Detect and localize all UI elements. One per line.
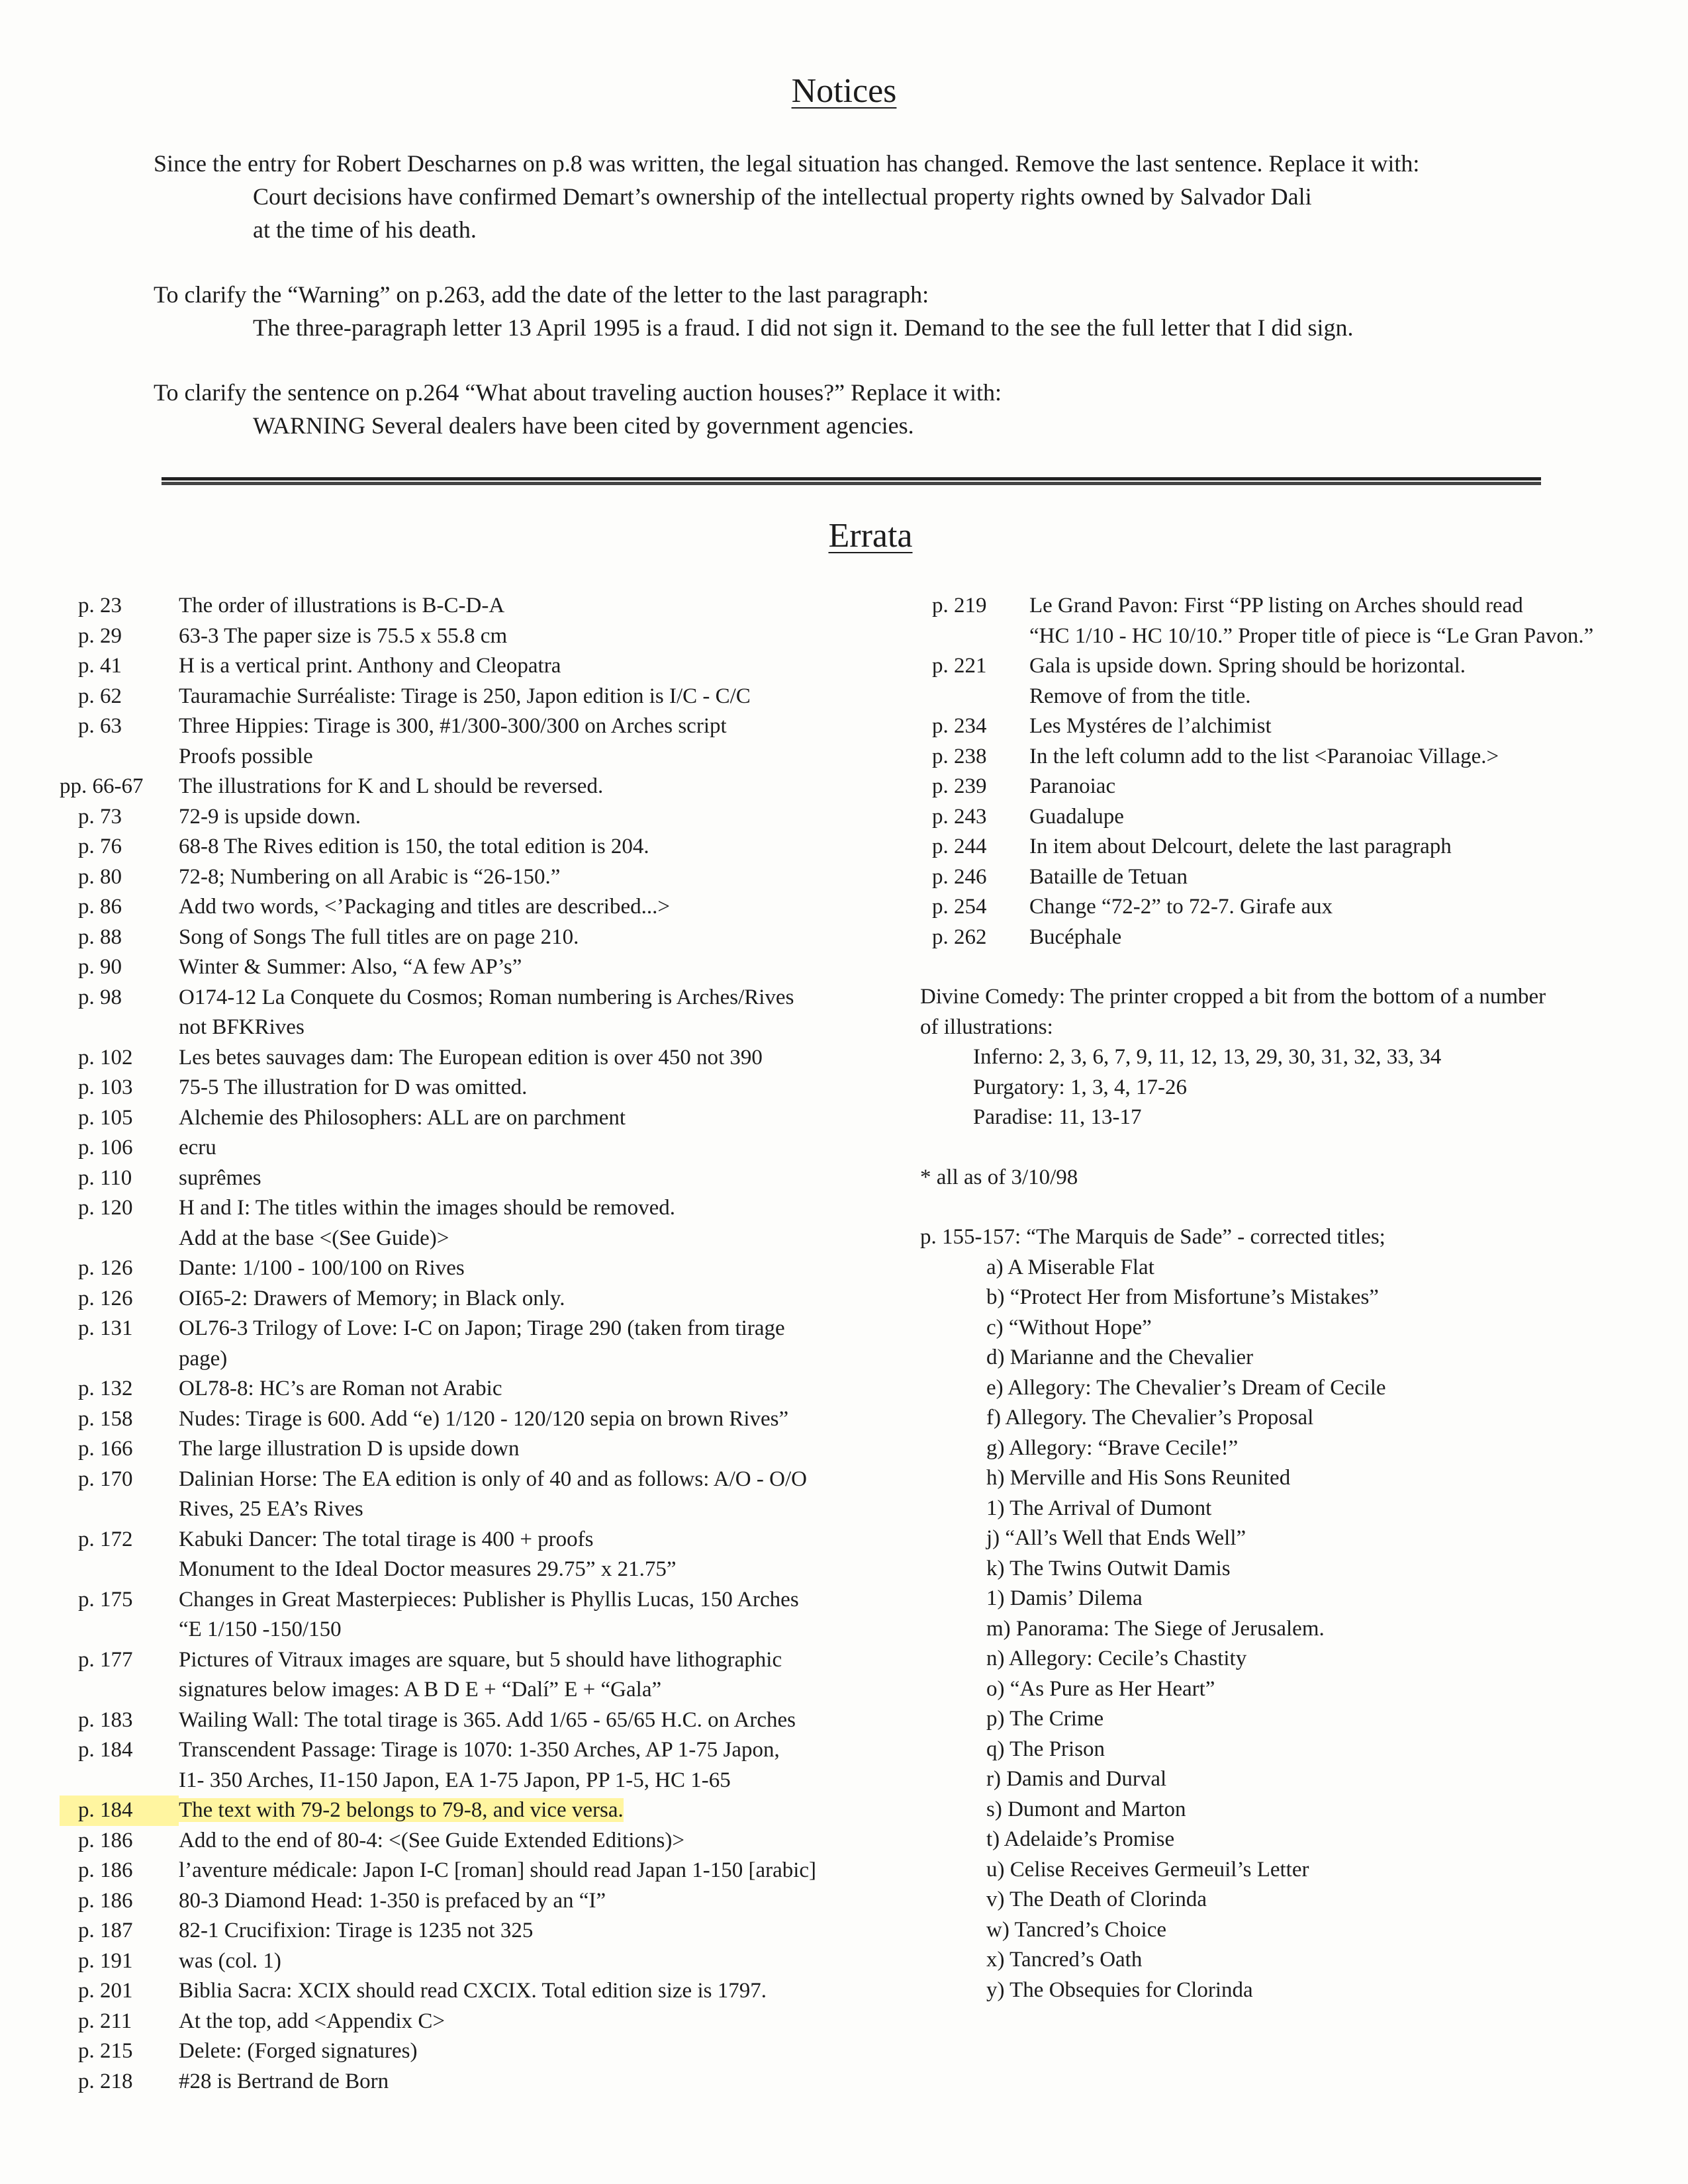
errata-entry: [920, 862, 1662, 893]
errata-text-line: l’aventure médicale: Japon I-C [roman] should read Japan 1-150 [arabic]: [179, 1858, 817, 1882]
errata-text-line: Pictures of Vitraux images are square, but 5 should have lithographic: [179, 1647, 782, 1672]
errata-text-line: “HC 1/10 - HC 10/10.” Proper title of piece is “Le Gran Pavon.”: [1029, 623, 1594, 648]
errata-page-ref: p. 243: [932, 804, 987, 829]
errata-text-line: Changes in Great Masterpieces: Publisher is Phyllis Lucas, 150 Arches: [179, 1587, 799, 1612]
errata-entry: [60, 923, 867, 953]
errata-page-ref: p. 86: [78, 895, 122, 919]
errata-text-line: Nudes: Tirage is 600. Add “e) 1/120 - 120/120 sepia on brown Rives”: [179, 1406, 789, 1431]
errata-entry: [60, 1043, 867, 1073]
errata-text-line: The illustrations for K and L should be reversed.: [179, 774, 604, 798]
errata-text: [1029, 832, 1662, 862]
marquis-title-item: k) The Twins Outwit Damis: [986, 1556, 1231, 1580]
errata-page-ref: p. 131: [78, 1316, 133, 1340]
errata-entry: [60, 1645, 867, 1706]
errata-page-ref: p. 76: [78, 835, 122, 858]
notice-item: [154, 278, 1557, 344]
errata-text-line: #28 is Bertrand de Born: [179, 2069, 389, 2093]
errata-entry: [920, 923, 1662, 953]
errata-text-line: 68-8 The Rives edition is 150, the total edition is 204.: [179, 835, 649, 858]
errata-text: [179, 772, 867, 802]
errata-page-ref: p. 29: [78, 623, 122, 648]
errata-text-line: Transcendent Passage: Tirage is 1070: 1-350 Arches, AP 1-75 Japon,: [179, 1738, 780, 1762]
errata-page-ref: p. 88: [78, 925, 122, 949]
errata-text-line: Add to the end of 80-4: <(See Guide Extended Editions)>: [179, 1828, 684, 1852]
marquis-title-item: h) Merville and His Sons Reunited: [986, 1466, 1291, 1490]
errata-right-column: [920, 591, 1662, 2005]
errata-text: [179, 892, 867, 923]
errata-page-ref: p. 170: [78, 1467, 133, 1491]
errata-page-ref: p. 120: [78, 1196, 133, 1220]
errata-text: [179, 1706, 867, 1736]
errata-page-ref: p. 191: [78, 1948, 133, 1973]
errata-text-line: Alchemie des Philosophers: ALL are on parchment: [179, 1105, 626, 1130]
errata-text-line: H is a vertical print. Anthony and Cleopatra: [179, 654, 561, 678]
errata-entry: [60, 772, 867, 802]
section-divider: [162, 477, 1541, 485]
errata-page-ref: p. 106: [78, 1136, 133, 1160]
errata-text: [1029, 923, 1662, 953]
errata-text-line: In the left column add to the list <Paranoiac Village.>: [1029, 744, 1499, 768]
errata-text: [1029, 711, 1662, 742]
marquis-intro: p. 155-157: “The Marquis de Sade” - corrected titles;: [920, 1225, 1385, 1249]
errata-text: [179, 1133, 867, 1163]
errata-text: [1029, 742, 1662, 772]
marquis-title-item: 1) The Arrival of Dumont: [986, 1496, 1212, 1520]
as-of-note: * all as of 3/10/98: [920, 1165, 1078, 1189]
errata-entry: [60, 711, 867, 772]
errata-text-line: Song of Songs The full titles are on page 210.: [179, 925, 579, 949]
errata-text-line: 72-8; Numbering on all Arabic is “26-150.”: [179, 864, 561, 889]
errata-entry: [60, 1796, 867, 1826]
errata-entry: [60, 1886, 867, 1917]
errata-text-line: “E 1/150 -150/150: [179, 1617, 342, 1641]
errata-text: [179, 923, 867, 953]
errata-entry: [60, 1976, 867, 2007]
errata-text-line: was (col. 1): [179, 1948, 281, 1973]
errata-page-ref: p. 105: [78, 1105, 133, 1130]
notice-intro: To clarify the “Warning” on p.263, add the date of the letter to the last paragraph:: [154, 281, 929, 308]
errata-page-ref: p. 41: [78, 654, 122, 678]
errata-text: [1029, 862, 1662, 893]
marquis-title-item: e) Allegory: The Chevalier’s Dream of Cecile: [986, 1375, 1386, 1400]
errata-entry: [60, 892, 867, 923]
errata-text: [179, 862, 867, 893]
errata-page-ref: p. 166: [78, 1437, 133, 1461]
errata-text-line: suprêmes: [179, 1165, 261, 1190]
errata-text: [179, 2067, 867, 2097]
errata-text: [179, 1525, 867, 1585]
errata-text: [179, 1976, 867, 2007]
errata-entry: [60, 1434, 867, 1465]
errata-text: [1029, 892, 1662, 923]
errata-entry: [60, 1856, 867, 1886]
errata-right-list: [920, 591, 1662, 952]
errata-text-line: OI65-2: Drawers of Memory; in Black only.: [179, 1286, 565, 1310]
errata-text-line: The order of illustrations is B-C-D-A: [179, 594, 505, 617]
errata-text-line: Wailing Wall: The total tirage is 365. Add 1/65 - 65/65 H.C. on Arches: [179, 1707, 796, 1732]
errata-text: [1029, 651, 1662, 711]
errata-text-line: not BFKRives: [179, 1015, 305, 1039]
marquis-title-item: 1) Damis’ Dilema: [986, 1586, 1143, 1610]
errata-page-ref: p. 126: [78, 1256, 133, 1280]
errata-entry: [920, 742, 1662, 772]
errata-entry: [60, 2036, 867, 2067]
errata-page-ref: p. 184: [78, 1738, 133, 1762]
marquis-title-item: v) The Death of Clorinda: [986, 1888, 1207, 1911]
errata-entry: [60, 1374, 867, 1404]
errata-page-ref: p. 211: [78, 2009, 132, 2033]
errata-text-line: page): [179, 1346, 228, 1371]
errata-entry: [920, 591, 1662, 651]
errata-text: [1029, 591, 1662, 651]
errata-text-line: 82-1 Crucifixion: Tirage is 1235 not 325: [179, 1919, 534, 1942]
errata-page-ref: p. 186: [78, 1828, 133, 1852]
errata-entry: [60, 621, 867, 652]
marquis-title-item: r) Damis and Durval: [986, 1767, 1167, 1791]
errata-page-ref: p. 221: [932, 654, 987, 678]
errata-text-line: Les betes sauvages dam: The European edition is over 450 not 390: [179, 1045, 763, 1069]
errata-text: [179, 1645, 867, 1706]
errata-entry: [60, 1193, 867, 1253]
errata-page-ref: p. 80: [78, 864, 122, 889]
errata-entry: [60, 1404, 867, 1435]
marquis-title-item: x) Tancred’s Oath: [986, 1948, 1143, 1972]
errata-text: [179, 1404, 867, 1435]
errata-page-ref: p. 239: [932, 774, 987, 798]
errata-text: [179, 1193, 867, 1253]
errata-text-line: Paranoiac: [1029, 774, 1116, 798]
errata-page-ref: p. 254: [932, 895, 987, 919]
errata-entry: [920, 651, 1662, 711]
errata-page-ref: p. 132: [78, 1377, 133, 1400]
notice-item: [154, 147, 1557, 246]
notices-section: [154, 147, 1557, 474]
errata-entry: [60, 1314, 867, 1374]
errata-text-line: 75-5 The illustration for D was omitted.: [179, 1075, 528, 1099]
errata-page-ref: p. 183: [78, 1707, 133, 1732]
errata-page-ref: p. 175: [78, 1587, 133, 1612]
errata-text-line: In item about Delcourt, delete the last paragraph: [1029, 835, 1452, 858]
errata-entry: [60, 1706, 867, 1736]
divine-intro-line: Divine Comedy: The printer cropped a bit from the bottom of a number: [920, 985, 1546, 1009]
errata-text: [179, 1253, 867, 1284]
errata-text-line: OL78-8: HC’s are Roman not Arabic: [179, 1377, 502, 1400]
errata-entry: [920, 832, 1662, 862]
errata-entry: [60, 832, 867, 862]
errata-page-ref: p. 246: [932, 864, 987, 889]
errata-entry: [920, 892, 1662, 923]
errata-text-line: Proofs possible: [179, 744, 313, 768]
marquis-title-item: d) Marianne and the Chevalier: [986, 1345, 1254, 1369]
errata-page-ref: p. 63: [78, 714, 122, 738]
errata-text: [179, 2036, 867, 2067]
errata-page-ref: p. 187: [78, 1919, 133, 1942]
errata-page-ref: p. 158: [78, 1406, 133, 1431]
errata-text: [179, 952, 867, 983]
notice-item: [154, 376, 1557, 442]
errata-entry: [920, 772, 1662, 802]
errata-page-ref: p. 186: [78, 1858, 133, 1882]
errata-text-line: Add at the base <(See Guide)>: [179, 1226, 449, 1250]
notice-body-line: WARNING Several dealers have been cited by government agencies.: [253, 412, 914, 439]
errata-page-ref: p. 73: [78, 804, 122, 829]
marquis-title-item: p) The Crime: [986, 1707, 1104, 1731]
errata-entry: [60, 651, 867, 682]
errata-page-ref: p. 126: [78, 1286, 133, 1310]
errata-text-line: Bucéphale: [1029, 925, 1122, 949]
errata-text: [179, 1796, 867, 1826]
errata-text-line: The large illustration D is upside down: [179, 1437, 520, 1461]
errata-entry: [920, 802, 1662, 833]
notice-body-line: at the time of his death.: [253, 216, 477, 243]
notice-body-line: The three-paragraph letter 13 April 1995 is a fraud. I did not sign it. Demand to the see the full letter that I did sign.: [253, 314, 1354, 341]
errata-page-ref: p. 186: [78, 1888, 133, 1913]
errata-entry: [60, 1163, 867, 1194]
errata-text: [179, 1946, 867, 1977]
marquis-title-item: g) Allegory: “Brave Cecile!”: [986, 1435, 1239, 1460]
errata-entry: [60, 983, 867, 1043]
errata-page-ref: p. 234: [932, 714, 987, 738]
errata-text-line: 80-3 Diamond Head: 1-350 is prefaced by an “I”: [179, 1888, 606, 1913]
errata-text: [179, 832, 867, 862]
errata-page-ref: p. 215: [78, 2039, 133, 2063]
divine-sub-line: Paradise: 11, 13-17: [973, 1105, 1142, 1129]
errata-page-ref: p. 218: [78, 2069, 133, 2093]
errata-text: [179, 651, 867, 682]
errata-text: [179, 1735, 867, 1796]
errata-entry: [60, 802, 867, 833]
errata-text-line: Rives, 25 EA’s Rives: [179, 1497, 363, 1521]
errata-text-line: Dante: 1/100 - 100/100 on Rives: [179, 1256, 465, 1280]
errata-text-line: OL76-3 Trilogy of Love: I-C on Japon; Tirage 290 (taken from tirage: [179, 1316, 785, 1340]
errata-entry: [60, 1103, 867, 1134]
errata-text: [179, 591, 867, 621]
errata-entry: [920, 711, 1662, 742]
errata-text-line: ecru: [179, 1136, 216, 1160]
errata-entry: [60, 682, 867, 712]
errata-entry: [60, 862, 867, 893]
errata-text-line: Tauramachie Surréaliste: Tirage is 250, Japon edition is I/C - C/C: [179, 684, 751, 708]
marquis-title-item: t) Adelaide’s Promise: [986, 1827, 1175, 1851]
errata-entry: [60, 1946, 867, 1977]
marquis-title-item: m) Panorama: The Siege of Jerusalem.: [986, 1616, 1325, 1641]
errata-text-line: Add two words, <’Packaging and titles are described...>: [179, 895, 670, 919]
errata-text: [179, 983, 867, 1043]
errata-text: [179, 1434, 867, 1465]
errata-page-ref: p. 262: [932, 925, 987, 949]
errata-entry: [60, 1525, 867, 1585]
errata-entry: [60, 2007, 867, 2037]
marquis-title-item: b) “Protect Her from Misfortune’s Mistakes”: [986, 1285, 1379, 1309]
errata-page-ref: p. 62: [78, 684, 122, 708]
errata-text-line: Les Mystéres de l’alchimist: [1029, 714, 1272, 738]
marquis-title-item: y) The Obsequies for Clorinda: [986, 1978, 1253, 2002]
errata-text: [179, 2007, 867, 2037]
marquis-title-item: u) Celise Receives Germeuil’s Letter: [986, 1857, 1309, 1882]
errata-text: [179, 621, 867, 652]
errata-title: Errata: [828, 517, 913, 555]
notice-intro: To clarify the sentence on p.264 “What about traveling auction houses?” Replace it with:: [154, 379, 1002, 406]
errata-text-line: Remove of from the title.: [1029, 684, 1251, 708]
errata-entry: [60, 1133, 867, 1163]
marquis-title-item: n) Allegory: Cecile’s Chastity: [986, 1647, 1247, 1670]
errata-text-line: Monument to the Ideal Doctor measures 29.75” x 21.75”: [179, 1557, 677, 1581]
errata-text: [179, 1465, 867, 1525]
errata-text-line: Change “72-2” to 72-7. Girafe aux: [1029, 895, 1333, 919]
errata-text: [179, 1916, 867, 1946]
errata-page-ref: p. 23: [78, 594, 122, 617]
errata-text-line: signatures below images: A B D E + “Dalí” E + “Gala”: [179, 1678, 662, 1702]
errata-text: [1029, 772, 1662, 802]
divine-comedy-note: [920, 982, 1662, 1133]
errata-entry: [60, 2067, 867, 2097]
errata-text: [1029, 802, 1662, 833]
marquis-title-item: s) Dumont and Marton: [986, 1797, 1186, 1821]
marquis-title-item: a) A Miserable Flat: [986, 1255, 1154, 1279]
errata-left-column: [60, 591, 867, 2097]
errata-text: [179, 1886, 867, 1917]
errata-text: [179, 1585, 867, 1645]
errata-text-line: I1- 350 Arches, I1-150 Japon, EA 1-75 Japon, PP 1-5, HC 1-65: [179, 1768, 731, 1792]
marquis-title-item: q) The Prison: [986, 1737, 1105, 1761]
errata-entry: [60, 591, 867, 621]
errata-text-line: Gala is upside down. Spring should be horizontal.: [1029, 654, 1466, 678]
errata-page-ref: p. 90: [78, 955, 122, 979]
errata-text: [179, 1103, 867, 1134]
errata-page-ref: p. 238: [932, 744, 987, 768]
errata-text: [179, 711, 867, 772]
marquis-title-item: o) “As Pure as Her Heart”: [986, 1676, 1215, 1701]
errata-page-ref: p. 177: [78, 1647, 133, 1672]
notice-body-line: Court decisions have confirmed Demart’s ownership of the intellectual property rights owned by Salvador Dali: [253, 183, 1312, 210]
errata-page-ref: p. 98: [78, 985, 122, 1009]
notices-title: Notices: [791, 72, 897, 110]
errata-text-line: O174-12 La Conquete du Cosmos; Roman numbering is Arches/Rives: [179, 985, 794, 1009]
errata-text-line: At the top, add <Appendix C>: [179, 2009, 445, 2033]
errata-entry: [60, 1465, 867, 1525]
errata-text: [179, 1043, 867, 1073]
errata-page-ref: p. 102: [78, 1045, 133, 1069]
errata-text-line: 72-9 is upside down.: [179, 804, 361, 829]
errata-text-line: The text with 79-2 belongs to 79-8, and vice versa.: [179, 1798, 624, 1822]
errata-text: [179, 1284, 867, 1314]
marquis-title-item: w) Tancred’s Choice: [986, 1917, 1166, 1942]
errata-text-line: Bataille de Tetuan: [1029, 864, 1188, 889]
errata-text: [179, 1163, 867, 1194]
marquis-de-sade-note: [920, 1222, 1662, 2005]
errata-entry: [60, 1284, 867, 1314]
errata-entry: [60, 1253, 867, 1284]
errata-page-ref: p. 201: [78, 1979, 133, 2003]
errata-text-line: Le Grand Pavon: First “PP listing on Arches should read: [1029, 594, 1523, 617]
marquis-title-item: j) “All’s Well that Ends Well”: [986, 1526, 1246, 1550]
marquis-title-item: f) Allegory. The Chevalier’s Proposal: [986, 1406, 1314, 1430]
errata-entry: [60, 1826, 867, 1856]
errata-text-line: Winter & Summer: Also, “A few AP’s”: [179, 955, 522, 979]
marquis-title-item: c) “Without Hope”: [986, 1315, 1152, 1340]
errata-entry: [60, 952, 867, 983]
notice-intro: Since the entry for Robert Descharnes on p.8 was written, the legal situation has changed. Remove the last sentence. Replace it with:: [154, 150, 1420, 177]
errata-text: [179, 802, 867, 833]
errata-text: [179, 1856, 867, 1886]
errata-page-ref: p. 244: [932, 835, 987, 858]
errata-page-ref: p. 110: [78, 1165, 132, 1190]
errata-text: [179, 1826, 867, 1856]
errata-text: [179, 1073, 867, 1103]
errata-page-ref: p. 103: [78, 1075, 133, 1099]
errata-page-ref: p. 219: [932, 594, 987, 617]
errata-entry: [60, 1735, 867, 1796]
errata-entry: [60, 1916, 867, 1946]
errata-text-line: H and I: The titles within the images should be removed.: [179, 1196, 675, 1220]
errata-page-ref: p. 184: [60, 1796, 179, 1826]
errata-text-line: Delete: (Forged signatures): [179, 2039, 418, 2063]
errata-page-ref: pp. 66-67: [60, 774, 144, 798]
errata-text: [179, 682, 867, 712]
divine-sub-line: Purgatory: 1, 3, 4, 17-26: [973, 1075, 1187, 1099]
errata-text-line: Three Hippies: Tirage is 300, #1/300-300/300 on Arches script: [179, 714, 727, 738]
errata-text: [179, 1314, 867, 1374]
errata-text-line: Kabuki Dancer: The total tirage is 400 + proofs: [179, 1527, 594, 1551]
errata-entry: [60, 1585, 867, 1645]
errata-text-line: Biblia Sacra: XCIX should read CXCIX. Total edition size is 1797.: [179, 1979, 767, 2003]
errata-text-line: 63-3 The paper size is 75.5 x 55.8 cm: [179, 623, 508, 648]
divine-sub-line: Inferno: 2, 3, 6, 7, 9, 11, 12, 13, 29, 30, 31, 32, 33, 34: [973, 1045, 1442, 1069]
errata-page-ref: p. 172: [78, 1527, 133, 1551]
errata-entry: [60, 1073, 867, 1103]
errata-text-line: Dalinian Horse: The EA edition is only of 40 and as follows: A/O - O/O: [179, 1467, 807, 1491]
errata-text-line: Guadalupe: [1029, 804, 1124, 829]
divine-intro-line: of illustrations:: [920, 1015, 1053, 1039]
errata-text: [179, 1374, 867, 1404]
